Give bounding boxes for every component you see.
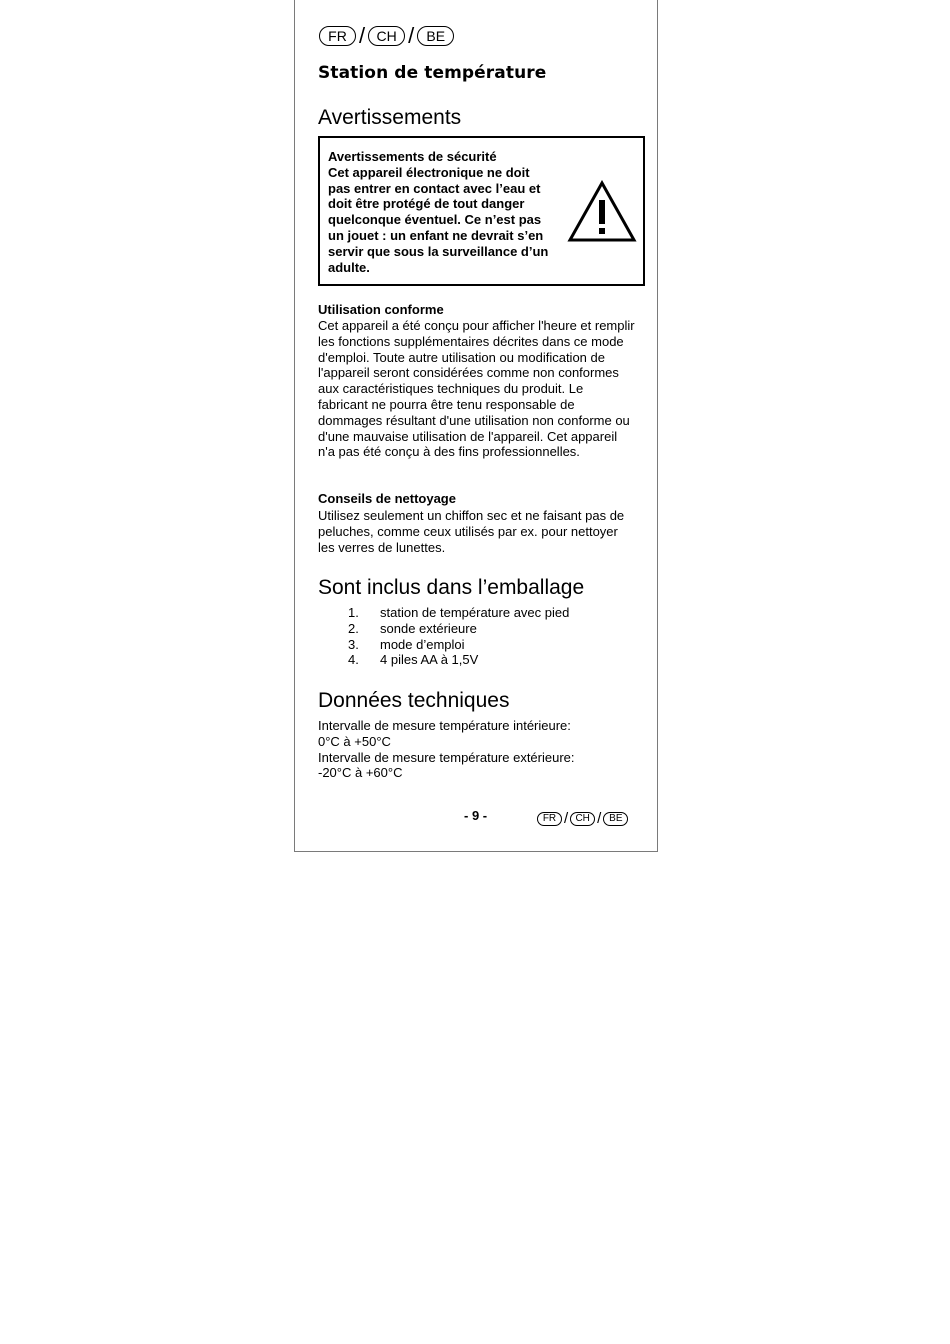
country-code-be: BE <box>417 26 454 46</box>
warnings-heading: Avertissements <box>318 106 462 129</box>
country-code-ch: CH <box>570 812 595 826</box>
list-item <box>348 605 569 621</box>
safety-warning-text <box>328 149 550 275</box>
list-item-number: 3. <box>348 636 359 652</box>
safety-warning-box <box>318 136 645 286</box>
cleaning-text: Utilisez seulement un chiffon sec et ne faisant pas de peluches, comme ceux utilisés par ex. pour nettoyer les verres de lunettes. <box>318 508 625 555</box>
intended-use-heading: Utilisation conforme <box>318 302 444 317</box>
slash-separator: / <box>359 23 366 48</box>
list-item-label: mode d’emploi <box>380 636 465 652</box>
package-contents-list <box>348 605 569 668</box>
manual-page <box>294 0 658 852</box>
indoor-range-label: Intervalle de mesure température intérieure: <box>318 718 571 733</box>
list-item <box>348 652 569 668</box>
list-item-number: 2. <box>348 620 359 636</box>
country-code-fr: FR <box>537 812 562 826</box>
intended-use-text: Cet appareil a été conçu pour afficher l'heure et remplir les fonctions supplémentaires décrites dans ce mode d'emploi. Toute autre utilisation ou modification de l'appareil seront considérées comme non conformes aux caractéristiques techniques du produit. Le fabricant ne pourra être tenu responsable de dommages résultant d'une utilisation non conforme ou d'une mauvaise utilisation de l'appareil. Cet appareil n'a pas été conçu à des fins professionnelles. <box>318 318 635 460</box>
safety-warning-title: Avertissements de sécurité <box>328 149 497 164</box>
country-code-fr: FR <box>319 26 356 46</box>
package-contents-heading: Sont inclus dans l’emballage <box>318 576 585 599</box>
page-number: - 9 - <box>464 808 488 823</box>
slash-separator: / <box>408 23 415 48</box>
indoor-range-value: 0°C à +50°C <box>318 733 391 749</box>
list-item-label: 4 piles AA à 1,5V <box>380 652 479 668</box>
country-code-ch: CH <box>368 26 405 46</box>
country-codes-footer <box>537 811 628 826</box>
country-codes-header <box>319 25 454 47</box>
country-code-be: BE <box>603 812 628 826</box>
slash-separator: / <box>597 810 602 827</box>
list-item-label: station de température avec pied <box>380 605 570 620</box>
document-title: Station de température <box>318 63 547 83</box>
list-item <box>348 621 569 637</box>
outdoor-range-label: Intervalle de mesure température extérieure: <box>318 749 575 765</box>
cleaning-heading: Conseils de nettoyage <box>318 491 456 506</box>
technical-data-heading: Données techniques <box>318 689 510 712</box>
safety-warning-body: Cet appareil électronique ne doit pas entrer en contact avec l’eau et doit être protégé de tout danger quelconque éventuel. Ce n’est pas un jouet : un enfant ne devrait s’en servir que sous la surveillance d’un adulte. <box>328 164 549 275</box>
slash-separator: / <box>564 810 569 827</box>
list-item-number: 4. <box>348 652 359 668</box>
list-item-label: sonde extérieure <box>380 620 477 636</box>
list-item <box>348 637 569 653</box>
technical-data-text <box>318 718 636 781</box>
warning-triangle-icon <box>567 180 637 244</box>
list-item-number: 1. <box>348 605 359 620</box>
outdoor-range-value: -20°C à +60°C <box>318 765 403 781</box>
